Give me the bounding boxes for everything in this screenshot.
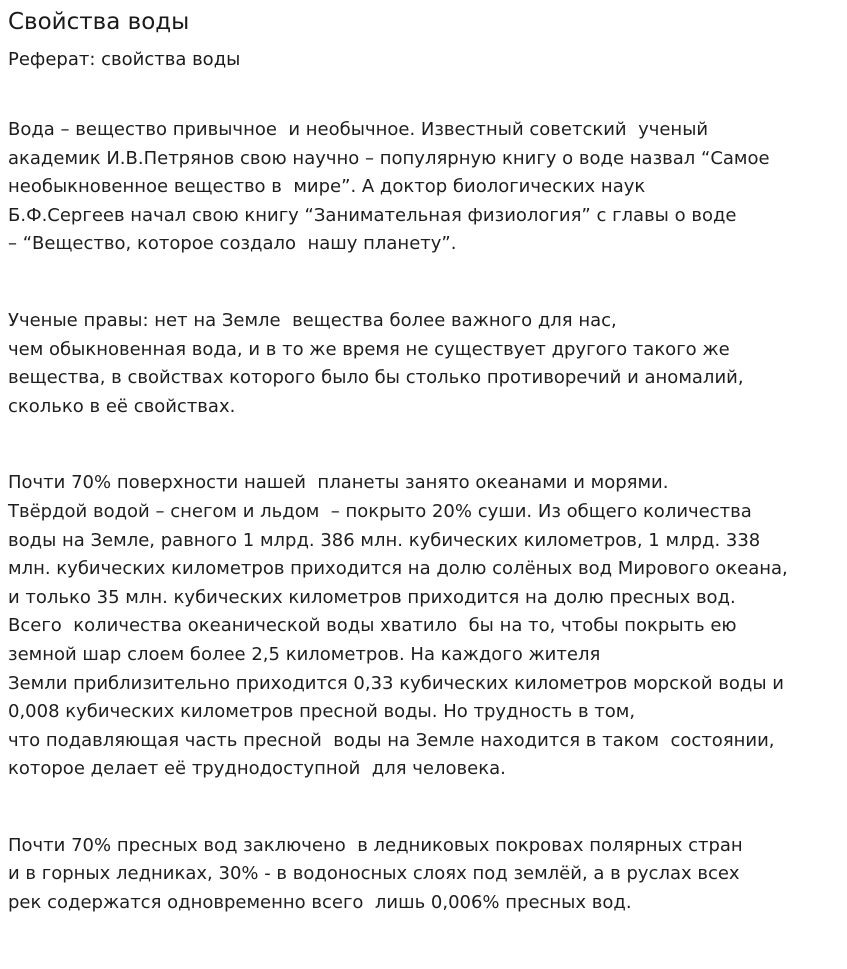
paragraph-3: [8, 469, 842, 784]
paragraph-line: 0,008 кубических километров пресной воды. Но трудность в том,: [8, 701, 636, 723]
paragraph-line: Почти 70% поверхности нашей планеты занято океанами и морями.: [8, 472, 669, 494]
paragraph-line: Вода – вещество привычное и необычное. Известный советский ученый: [8, 119, 709, 140]
paragraph-line: Всего количества океанической воды хватило бы на то, чтобы покрыть ею: [8, 615, 737, 637]
paragraph-line: что подавляющая часть пресной воды на Земле находится в таком состоянии,: [8, 729, 775, 751]
paragraph-line: млн. кубических километров приходится на долю солёных вод Мирового океана,: [8, 558, 788, 580]
paragraph-line: и в горных ледниках, 30% - в водоносных слоях под землёй, а в руслах всех: [8, 863, 740, 885]
paragraph-1: [8, 116, 842, 259]
paragraph-line: академик И.В.Петрянов свою научно – популярную книгу о воде назвал “Самое: [8, 147, 770, 169]
paragraph-line: необыкновенное вещество в мире”. А доктор биологических наук: [8, 176, 646, 198]
paragraph-line: Твёрдой водой – снегом и льдом – покрыто 20% суши. Из общего количества: [8, 500, 752, 522]
paragraph-line: вещества, в свойствах которого было бы столько противоречий и аномалий,: [8, 367, 744, 389]
paragraph-line: которое делает её труднодоступной для человека.: [8, 758, 506, 780]
paragraph-line: Ученые правы: нет на Земле вещества более важного для нас,: [8, 309, 617, 331]
paragraph-line: Земли приблизительно приходится 0,33 кубических километров морской воды и: [8, 672, 784, 694]
paragraph-line: земной шар слоем более 2,5 километров. На каждого жителя: [8, 643, 601, 665]
paragraph-line: воды на Земле, равного 1 млрд. 386 млн. кубических километров, 1 млрд. 338: [8, 529, 761, 551]
paragraph-line: Б.Ф.Сергеев начал свою книгу “Занимательная физиология” с главы о воде: [8, 204, 737, 226]
paragraph-line: сколько в её свойствах.: [8, 395, 236, 417]
article: [8, 6, 842, 918]
paragraph-line: Почти 70% пресных вод заключено в ледниковых покровах полярных стран: [8, 834, 743, 856]
paragraph-2: [8, 307, 842, 421]
paragraph-line: и только 35 млн. кубических километров приходится на долю пресных вод.: [8, 586, 736, 608]
paragraph-4: [8, 832, 842, 918]
paragraph-line: чем обыкновенная вода, и в то же время не существует другого такого же: [8, 338, 730, 360]
page-title: Свойства воды: [8, 9, 190, 35]
paragraph-line: рек содержатся одновременно всего лишь 0,006% пресных вод.: [8, 892, 632, 914]
page-subtitle: Реферат: свойства воды: [8, 49, 241, 70]
paragraph-line: – “Вещество, которое создало нашу планету”.: [8, 233, 457, 255]
